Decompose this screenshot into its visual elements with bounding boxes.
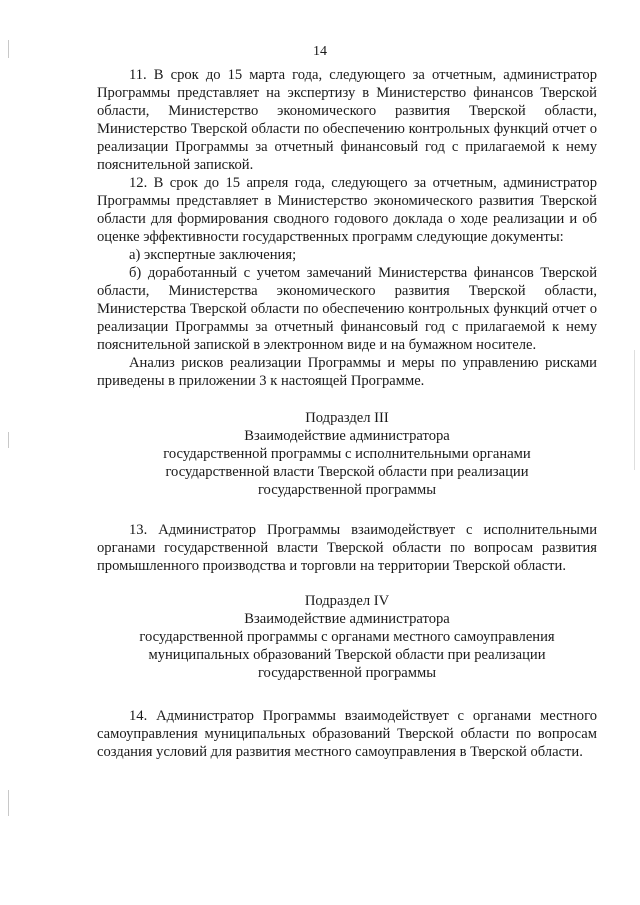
paragraph-11: 11. В срок до 15 марта года, следующего за отчетным, администратор Программы представляет на экспертизу в Министерство финансов Тверской области, Министерство экономического развития Тверской области, Министерство Тверской области по обеспечению контрольных функций отчет о реализации Программы за отчетный финансовый год с прилагаемой к нему пояснительной запиской. [97,67,597,173]
scan-edge-mark-left-mid [8,432,9,448]
subsection-4-line-2: государственной программы с органами местного самоуправления [139,629,555,645]
page-number: 14 [313,44,327,59]
subsection-4-line-4: государственной программы [257,665,437,681]
scan-edge-mark-right [634,350,635,470]
paragraph-14: 14. Администратор Программы взаимодействует с органами местного самоуправления муниципальных образований Тверской области по вопросам создания условий для развития местного самоуправления в Тверской области. [97,708,597,760]
paragraph-12: 12. В срок до 15 апреля года, следующего за отчетным, администратор Программы представляет в Министерство экономического развития Тверской области для формирования сводного годового доклада о ходе реализации и об оценке эффективности государственных программ следующие документы: [97,175,597,245]
subsection-4-line-3: муниципальных образований Тверской области при реализации [148,647,546,663]
subsection-3-heading [97,409,597,499]
paragraph-12-item-a: а) экспертные заключения; [129,247,297,263]
subsection-3-line-4: государственной программы [257,482,437,498]
paragraph-12-item-b: б) доработанный с учетом замечаний Министерства финансов Тверской области, Министерства экономического развития Тверской области, Министерства Тверской области по обеспечению контрольных функций отчет о реализации Программы за отчетный финансовый год с прилагаемой к нему пояснительной запиской в электронном виде и на бумажном носителе. [97,265,597,353]
subsection-3-line-1: Взаимодействие администратора [244,428,450,444]
document-body [97,66,597,761]
subsection-4-heading [97,592,597,682]
subsection-3-line-3: государственной власти Тверской области при реализации [165,464,529,480]
subsection-4-line-1: Взаимодействие администратора [244,611,450,627]
scan-edge-mark-left-top [8,40,9,58]
subsection-3-title: Подраздел III [305,410,389,426]
subsection-3-line-2: государственной программы с исполнительными органами [163,446,531,462]
scan-edge-mark-left-bottom [8,790,9,816]
subsection-4-title: Подраздел IV [304,593,390,609]
paragraph-risks: Анализ рисков реализации Программы и меры по управлению рисками приведены в приложении 3 к настоящей Программе. [97,355,597,389]
paragraph-13: 13. Администратор Программы взаимодействует с исполнительными органами государственной власти Тверской области по вопросам развития промышленного производства и торговли на территории Тверской области. [97,522,597,574]
